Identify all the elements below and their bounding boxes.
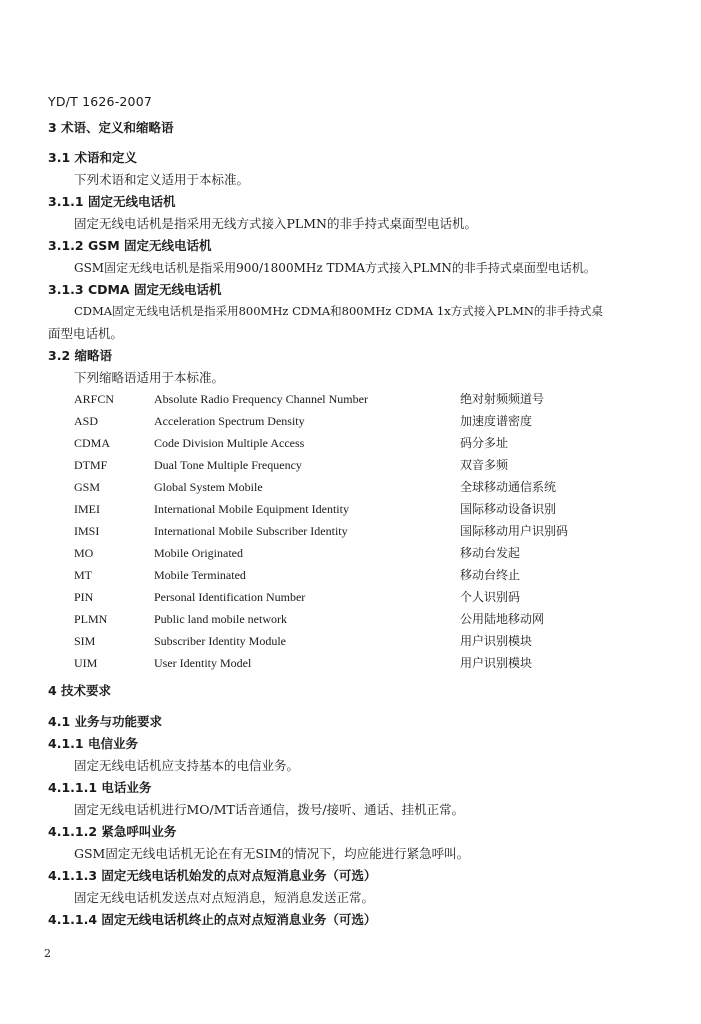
abbr-chinese: 国际移动用户识别码 xyxy=(460,524,569,538)
abbr-code: GSM xyxy=(74,480,101,494)
abbr-english: User Identity Model xyxy=(154,656,252,670)
abbr-code: ARFCN xyxy=(74,392,115,406)
abbr-chinese: 码分多址 xyxy=(460,436,509,450)
abbr-code: SIM xyxy=(74,634,96,648)
section-3-1-1-heading: 3.1.1 固定无线电话机 xyxy=(48,194,176,209)
abbr-code: MT xyxy=(74,568,92,582)
abbr-english: Absolute Radio Frequency Channel Number xyxy=(154,392,368,406)
page-number: 2 xyxy=(44,947,51,960)
section-4-1-1-2-heading: 4.1.1.2 紧急呼叫业务 xyxy=(48,824,177,839)
section-3-1-2-text: GSM固定无线电话机是指采用900/1800MHz TDMA方式接入PLMN的非手持式桌面型电话机。 xyxy=(74,261,596,275)
abbr-chinese: 公用陆地移动网 xyxy=(460,612,545,626)
document-id: YD/T 1626-2007 xyxy=(48,94,153,109)
section-3-1-3-text-line1: CDMA固定无线电话机是指采用800MHz CDMA和800MHz CDMA 1x方式接入PLMN的非手持式桌 xyxy=(74,304,603,318)
section-4-1-1-4-heading: 4.1.1.4 固定无线电话机终止的点对点短消息业务（可选） xyxy=(48,912,377,927)
abbr-code: IMEI xyxy=(74,502,100,516)
abbr-english: Code Division Multiple Access xyxy=(154,436,305,450)
abbr-chinese: 移动台发起 xyxy=(460,546,521,560)
abbr-code: IMSI xyxy=(74,524,100,538)
abbr-english: Acceleration Spectrum Density xyxy=(154,414,305,428)
abbr-code: ASD xyxy=(74,414,99,428)
section-4-1-1-3-text: 固定无线电话机发送点对点短消息，短消息发送正常。 xyxy=(74,890,375,905)
section-4-1-heading: 4.1 业务与功能要求 xyxy=(48,714,162,729)
section-3-2-intro: 下列缩略语适用于本标准。 xyxy=(74,370,225,385)
abbr-chinese: 用户识别模块 xyxy=(460,634,533,648)
section-4-1-1-3-heading: 4.1.1.3 固定无线电话机始发的点对点短消息业务（可选） xyxy=(48,868,377,883)
section-4-1-1-text: 固定无线电话机应支持基本的电信业务。 xyxy=(74,758,300,773)
section-3-1-1-text: 固定无线电话机是指采用无线方式接入PLMN的非手持式桌面型电话机。 xyxy=(74,216,477,231)
abbr-chinese: 加速度谱密度 xyxy=(460,414,533,428)
abbr-english: Global System Mobile xyxy=(154,480,263,494)
abbr-english: International Mobile Equipment Identity xyxy=(154,502,349,516)
abbr-chinese: 双音多频 xyxy=(460,458,509,472)
section-4-heading: 4 技术要求 xyxy=(48,683,112,698)
section-3-1-heading: 3.1 术语和定义 xyxy=(48,150,137,165)
section-3-1-2-heading: 3.1.2 GSM 固定无线电话机 xyxy=(48,238,212,253)
section-3-1-intro: 下列术语和定义适用于本标准。 xyxy=(74,172,250,187)
abbr-chinese: 用户识别模块 xyxy=(460,656,533,670)
abbr-chinese: 绝对射频频道号 xyxy=(460,392,545,406)
abbr-english: International Mobile Subscriber Identity xyxy=(154,524,348,538)
abbr-chinese: 移动台终止 xyxy=(460,568,521,582)
abbr-english: Personal Identification Number xyxy=(154,590,306,604)
abbr-chinese: 国际移动设备识别 xyxy=(460,502,557,516)
section-4-1-1-heading: 4.1.1 电信业务 xyxy=(48,736,138,751)
abbr-chinese: 个人识别码 xyxy=(460,590,521,604)
section-4-1-1-1-text: 固定无线电话机进行MO/MT话音通信，拨号/接听、通话、挂机正常。 xyxy=(74,802,465,817)
abbr-english: Subscriber Identity Module xyxy=(154,634,286,648)
abbr-code: PLMN xyxy=(74,612,108,626)
section-3-1-3-heading: 3.1.3 CDMA 固定无线电话机 xyxy=(48,282,222,297)
abbr-english: Mobile Terminated xyxy=(154,568,246,582)
abbr-code: UIM xyxy=(74,656,98,670)
abbr-english: Public land mobile network xyxy=(154,612,287,626)
abbr-code: CDMA xyxy=(74,436,111,450)
section-3-2-heading: 3.2 缩略语 xyxy=(48,348,112,363)
abbr-code: MO xyxy=(74,546,94,560)
section-3-1-3-text-line2: 面型电话机。 xyxy=(48,326,124,341)
abbr-code: PIN xyxy=(74,590,94,604)
abbr-code: DTMF xyxy=(74,458,108,472)
abbr-chinese: 全球移动通信系统 xyxy=(460,480,557,494)
section-3-heading: 3 术语、定义和缩略语 xyxy=(48,120,174,135)
section-4-1-1-1-heading: 4.1.1.1 电话业务 xyxy=(48,780,152,795)
abbr-english: Mobile Originated xyxy=(154,546,243,560)
section-4-1-1-2-text: GSM固定无线电话机无论在有无SIM的情况下，均应能进行紧急呼叫。 xyxy=(74,846,470,861)
abbr-english: Dual Tone Multiple Frequency xyxy=(154,458,302,472)
